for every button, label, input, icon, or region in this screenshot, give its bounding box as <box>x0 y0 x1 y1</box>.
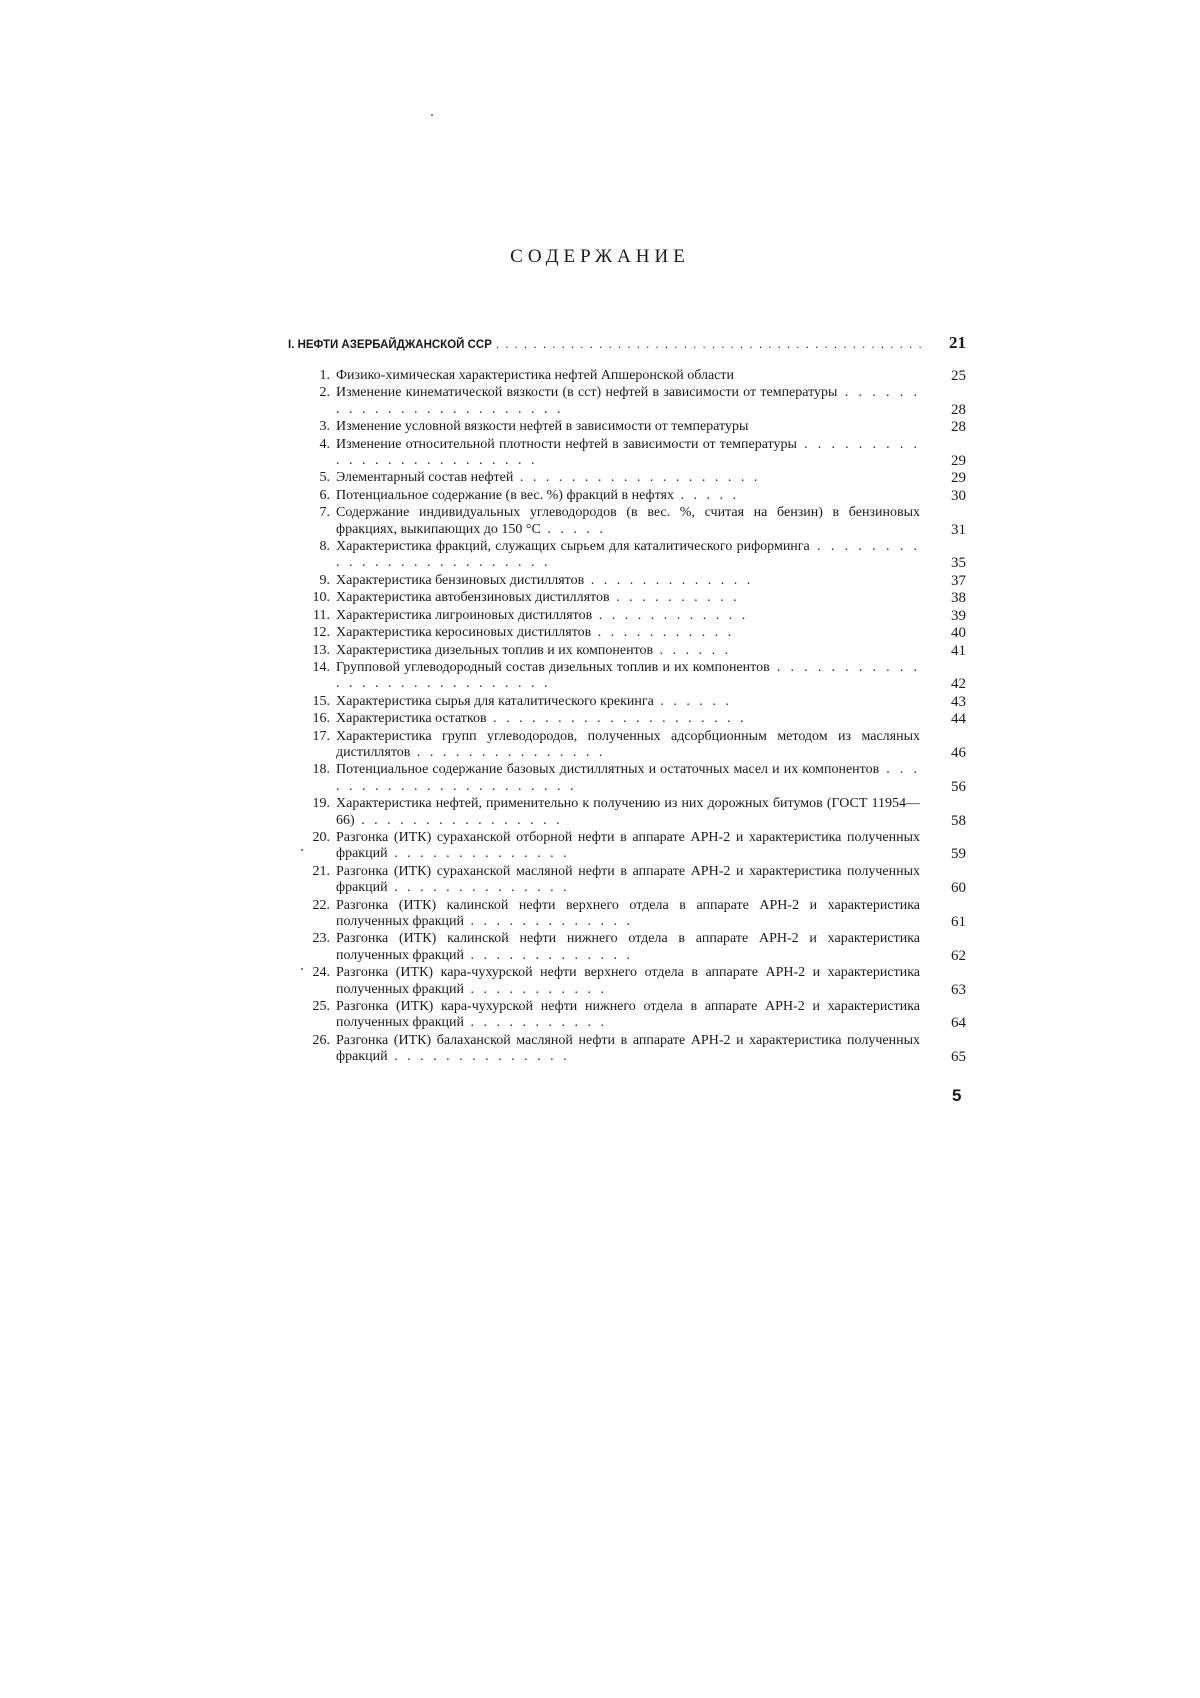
toc-entry-title: Разгонка (ИТК) калинской нефти верхнего отдела в аппарате АРН-2 и характеристика полученных фракций <box>336 897 920 929</box>
toc-entry-number: 25. <box>312 999 330 1015</box>
toc-entry-page-number: 44 <box>951 711 966 728</box>
toc-entry-page-number: 46 <box>951 744 966 761</box>
toc-entry-page-number: 60 <box>951 880 966 897</box>
toc-entry <box>296 488 966 504</box>
toc-entry-leader-dots: . . . . . . <box>653 642 732 658</box>
toc-entry-leader-dots: . . . . . . . . . . . . <box>592 607 749 623</box>
toc-entry-number: 24. <box>312 965 330 981</box>
toc-entry-leader-dots: . . . . . . . . . . . . . . . . . . . <box>513 470 761 486</box>
toc-entry-leader-dots: . . . . . . . . . . . . . . . . <box>354 812 563 828</box>
toc-entry-title: Характеристика групп углеводородов, полученных адсорбционным методом из масляных дистиллятов <box>336 728 920 760</box>
toc-entry-leader-dots: . . . . . . . . . . . . . . . <box>410 744 606 760</box>
toc-entry <box>296 437 966 470</box>
toc-entry <box>296 796 966 829</box>
toc-entry-leader-dots: . . . . . <box>540 521 606 537</box>
toc-entry-title: Разгонка (ИТК) кара-чухурской нефти нижнего отдела в аппарате АРН-2 и характеристика полученных фракций <box>336 999 920 1031</box>
toc-entry <box>296 999 966 1032</box>
toc-entry-title: Элементарный состав нефтей <box>336 470 514 486</box>
toc-entry-page-number: 63 <box>951 981 966 998</box>
toc-entry <box>296 898 966 931</box>
toc-entry-leader-dots: . . . . . . . . . . . . . . . . . . . . . . . . . . . . <box>336 659 921 692</box>
toc-entry-number: 21. <box>312 863 330 879</box>
toc-entry <box>296 694 966 710</box>
toc-entry-number: 8. <box>319 539 330 555</box>
toc-entry-title: Изменение условной вязкости нефтей в зависимости от температуры <box>336 419 749 435</box>
toc-entry-number: 4. <box>319 436 330 452</box>
toc-entry-page-number: 61 <box>951 914 966 930</box>
toc-entry-number: 17. <box>312 728 330 744</box>
toc-entry-leader-dots: . . . . . . . . . . . . . . <box>387 846 570 862</box>
toc-entry-title: Потенциальное содержание базовых дистиллятных и остаточных масел и их компонентов <box>336 762 880 778</box>
toc-entry-number: 14. <box>312 659 330 675</box>
toc-entry-title: Содержание индивидуальных углеводородов (в вес. %, считая на бензин) в бензиновых фракциях, выкипающих до 150 °С <box>336 505 920 537</box>
toc-entry-page-number: 30 <box>951 487 966 504</box>
toc-entry-leader-dots: . . . . . . . . . . . <box>464 981 608 997</box>
toc-entry-leader-dots: . . . . . . . . . . . <box>464 1015 608 1031</box>
toc-entry-page-number: 38 <box>951 590 966 607</box>
toc-entry <box>296 643 966 659</box>
toc-entry <box>296 864 966 897</box>
toc-entry-number: 13. <box>312 642 330 658</box>
toc-entry <box>296 470 966 486</box>
toc-entry-page-number: 65 <box>951 1049 966 1066</box>
toc-entry-leader-dots: . . . . . . . . . . . . . . . . . . . . . . <box>336 762 920 794</box>
toc-entry-number: 18. <box>312 762 330 778</box>
toc-entry-title: Разгонка (ИТК) сураханской отборной нефти в аппарате АРН-2 и характеристика полученных фракций <box>336 829 920 862</box>
toc-entry-title: Разгонка (ИТК) сураханской масляной нефти в аппарате АРН-2 и характеристика полученных фракций <box>336 863 920 896</box>
toc-entry <box>296 830 966 863</box>
toc-entry-page-number: 37 <box>951 572 966 589</box>
toc-entry-leader-dots: . . . . . . . . . . . . . . <box>387 880 570 896</box>
toc-entry <box>296 660 966 693</box>
toc-entry-number: 23. <box>312 931 330 947</box>
toc-entry-page-number: 28 <box>951 419 966 436</box>
toc-entry-number: 20. <box>312 829 330 845</box>
toc-entry-title: Характеристика фракций, служащих сырьем для каталитического риформинга <box>336 539 810 555</box>
toc-entry-title: Характеристика керосиновых дистиллятов <box>336 625 592 641</box>
toc-entry-number: 26. <box>312 1032 330 1048</box>
toc-entry-number: 1. <box>319 368 330 383</box>
toc-entry-page-number: 31 <box>951 521 966 538</box>
toc-entry-page-number: 59 <box>951 846 966 863</box>
toc-entry <box>296 608 966 624</box>
toc-entry-number: 6. <box>319 487 330 503</box>
toc-entry <box>296 625 966 641</box>
toc-list <box>296 368 966 1067</box>
toc-entry-page-number: 35 <box>951 555 966 572</box>
toc-entry <box>296 505 966 538</box>
toc-entry-leader-dots: . . . . . . . . . . . . . . <box>387 1049 570 1065</box>
section-heading <box>288 333 966 353</box>
scan-speck <box>431 114 433 116</box>
toc-entry-number: 2. <box>319 385 330 401</box>
toc-entry-page-number: 64 <box>951 1015 966 1032</box>
toc-entry-title: Характеристика сырья для каталитического крекинга <box>336 693 654 709</box>
toc-entry-title: Характеристика лигроиновых дистиллятов <box>336 607 593 623</box>
toc-entry-number: 7. <box>319 505 330 521</box>
toc-entry-page-number: 56 <box>951 778 966 795</box>
toc-entry-page-number: 28 <box>951 401 966 418</box>
toc-entry-title: Разгонка (ИТК) кара-чухурской нефти верхнего отдела в аппарате АРН-2 и характеристика полученных фракций <box>336 965 920 997</box>
toc-entry-page-number: 29 <box>951 453 966 470</box>
toc-entry-page-number: 39 <box>951 607 966 624</box>
toc-entry-title: Групповой углеводородный состав дизельных топлив и их компонентов <box>336 659 770 675</box>
toc-entry <box>296 1033 966 1066</box>
toc-entry-title: Изменение кинематической вязкости (в сст) нефтей в зависимости от температуры <box>336 385 838 401</box>
toc-entry-page-number: 43 <box>951 693 966 710</box>
toc-entry-number: 12. <box>312 625 330 641</box>
toc-entry-leader-dots: . . . . . . . . . . . . . . . . . . . . . . . . . <box>336 539 920 571</box>
toc-entry <box>296 539 966 572</box>
toc-entry <box>296 931 966 964</box>
toc-entry-title: Физико-химическая характеристика нефтей Апшеронской области <box>336 368 735 383</box>
toc-entry-leader-dots: . . . . . . . . . . . . . <box>464 947 634 963</box>
toc-entry-number: 9. <box>319 572 330 588</box>
toc-entry-leader-dots: . . . . . <box>673 487 739 503</box>
toc-entry-leader-dots: . . . . . . . . . . . . . <box>464 914 634 929</box>
toc-entry-title: Характеристика нефтей, применительно к получению из них дорожных битумов (ГОСТ 11954—66) <box>336 796 920 828</box>
toc-entry-leader-dots: . . . . . . . . . . . . . <box>584 572 754 588</box>
toc-entry-title: Характеристика дизельных топлив и их компонентов <box>336 642 654 658</box>
toc-entry-number: 19. <box>312 796 330 812</box>
folio-page-number: 5 <box>952 1086 962 1105</box>
toc-entry-leader-dots: . . . . . . . . . . <box>609 590 740 606</box>
toc-entry <box>296 590 966 606</box>
toc-entry-page-number: 58 <box>951 812 966 829</box>
section-page-number: 21 <box>949 333 966 352</box>
section-leader-dots <box>496 339 922 351</box>
toc-entry-page-number: 41 <box>951 642 966 659</box>
toc-entry-page-number: 42 <box>951 676 966 693</box>
toc-entry-number: 22. <box>312 897 330 913</box>
toc-entry <box>296 762 966 795</box>
toc-entry-title: Характеристика автобензиновых дистиллятов <box>336 590 610 606</box>
toc-entry-leader-dots: . . . . . . . . . . . . . . . . . . . . . . . . <box>336 385 920 417</box>
toc-entry-page-number: 40 <box>951 625 966 642</box>
toc-entry-leader-dots: . . . . . . . . . . . . . . . . . . . . . . . . . <box>336 436 921 469</box>
page-title: СОДЕРЖАНИЕ <box>510 246 690 267</box>
toc-entry-number: 11. <box>313 607 330 623</box>
toc-entry-title: Разгонка (ИТК) балаханской масляной нефти в аппарате АРН-2 и характеристика полученных фракций <box>336 1032 920 1065</box>
toc-entry <box>296 965 966 998</box>
toc-entry <box>296 385 966 418</box>
toc-entry-title: Характеристика бензиновых дистиллятов <box>336 572 585 588</box>
toc-entry <box>296 729 966 762</box>
section-label: I. НЕФТИ АЗЕРБАЙДЖАНСКОЙ ССР <box>288 339 492 351</box>
toc-entry <box>296 419 966 435</box>
toc-entry-number: 15. <box>312 693 330 709</box>
toc-entry-leader-dots: . . . . . . <box>653 693 732 709</box>
toc-entry-page-number: 25 <box>951 368 966 384</box>
toc-entry-title: Характеристика остатков <box>336 711 487 727</box>
scan-speck <box>301 968 303 970</box>
toc-entry <box>296 573 966 589</box>
toc-entry-leader-dots: . . . . . . . . . . . <box>591 625 735 641</box>
toc-entry-title: Изменение относительной плотности нефтей в зависимости от температуры <box>336 436 797 452</box>
toc-entry-title: Разгонка (ИТК) калинской нефти нижнего отдела в аппарате АРН-2 и характеристика полученных фракций <box>336 931 920 963</box>
toc-entry-page-number: 29 <box>951 470 966 487</box>
toc-entry-title: Потенциальное содержание (в вес. %) фракций в нефтях <box>336 487 674 503</box>
scan-speck <box>301 849 303 851</box>
toc-entry <box>296 368 966 384</box>
toc-entry-page-number: 62 <box>951 947 966 964</box>
toc-entry-number: 16. <box>312 711 330 727</box>
toc-entry-leader-dots: . . . . . . . . . . . . . . . . . . . . <box>486 711 747 727</box>
toc-entry-number: 5. <box>319 470 330 486</box>
toc-entry <box>296 711 966 727</box>
toc-entry-number: 10. <box>312 590 330 606</box>
toc-entry-number: 3. <box>319 419 330 435</box>
